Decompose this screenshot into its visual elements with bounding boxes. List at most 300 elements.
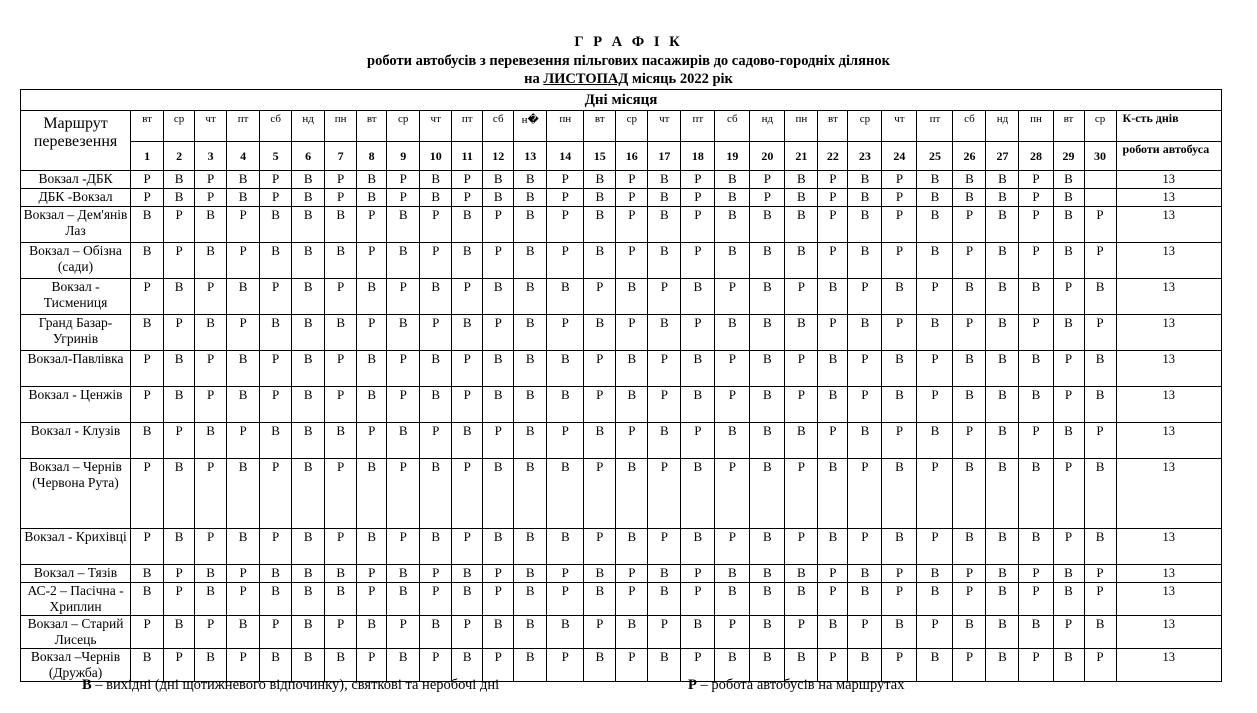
- day-status-cell: В: [848, 207, 882, 243]
- day-status-cell: В: [917, 189, 953, 207]
- day-status-cell: В: [483, 189, 514, 207]
- day-status-cell: Р: [325, 171, 357, 189]
- day-status-cell: В: [584, 565, 616, 583]
- day-status-cell: Р: [195, 351, 227, 387]
- day-status-cell: Р: [260, 189, 292, 207]
- day-status-cell: Р: [420, 423, 452, 459]
- day-status-cell: В: [882, 351, 917, 387]
- day-status-cell: В: [227, 459, 260, 529]
- day-status-cell: В: [750, 616, 785, 649]
- day-status-cell: Р: [1053, 279, 1084, 315]
- day-number-cell: 20: [750, 142, 785, 171]
- day-status-cell: Р: [131, 459, 164, 529]
- day-status-cell: Р: [953, 565, 986, 583]
- day-status-cell: В: [616, 459, 648, 529]
- day-status-cell: В: [227, 171, 260, 189]
- day-status-cell: Р: [1053, 351, 1084, 387]
- route-column-header: Маршрут перевезення: [21, 111, 131, 171]
- day-status-cell: [1084, 189, 1116, 207]
- day-status-cell: Р: [1084, 583, 1116, 616]
- day-status-cell: В: [547, 351, 584, 387]
- day-status-cell: Р: [1084, 649, 1116, 682]
- day-status-cell: В: [325, 243, 357, 279]
- day-status-cell: В: [917, 423, 953, 459]
- day-status-cell: В: [420, 387, 452, 423]
- day-status-cell: В: [292, 423, 325, 459]
- day-status-cell: Р: [357, 315, 387, 351]
- day-status-cell: В: [1084, 459, 1116, 529]
- day-status-cell: В: [785, 315, 818, 351]
- day-status-cell: В: [648, 243, 681, 279]
- day-status-cell: Р: [325, 189, 357, 207]
- day-status-cell: В: [514, 423, 547, 459]
- weekday-cell: вт: [131, 111, 164, 142]
- weekday-cell: чт: [420, 111, 452, 142]
- day-status-cell: В: [750, 315, 785, 351]
- day-status-cell: В: [986, 583, 1019, 616]
- day-status-cell: Р: [260, 351, 292, 387]
- day-status-cell: Р: [616, 649, 648, 682]
- day-status-cell: В: [750, 387, 785, 423]
- route-name: Вокзал - Ценжів: [21, 387, 131, 423]
- day-status-cell: Р: [681, 649, 715, 682]
- day-status-cell: В: [1019, 529, 1053, 565]
- day-status-cell: В: [1053, 565, 1084, 583]
- day-status-cell: Р: [195, 616, 227, 649]
- day-status-cell: Р: [616, 583, 648, 616]
- day-status-cell: В: [483, 387, 514, 423]
- document-subtitle: роботи автобусів з перевезення пільгових пасажирів до садово-городніх ділянок: [367, 53, 890, 69]
- day-status-cell: В: [164, 189, 195, 207]
- weekday-cell: пн: [1019, 111, 1053, 142]
- day-status-cell: В: [785, 649, 818, 682]
- day-status-cell: В: [260, 649, 292, 682]
- day-status-cell: В: [648, 583, 681, 616]
- day-status-cell: В: [715, 189, 750, 207]
- day-status-cell: В: [131, 315, 164, 351]
- day-status-cell: Р: [818, 243, 848, 279]
- route-name: Вокзал – Тязів: [21, 565, 131, 583]
- document-period: на ЛИСТОПАД місяць 2022 рік: [524, 71, 733, 87]
- day-status-cell: В: [483, 529, 514, 565]
- day-status-cell: В: [584, 189, 616, 207]
- day-status-cell: В: [195, 243, 227, 279]
- day-status-cell: В: [681, 387, 715, 423]
- day-status-cell: В: [292, 315, 325, 351]
- day-status-cell: Р: [882, 171, 917, 189]
- day-status-cell: Р: [848, 529, 882, 565]
- weekday-cell: пн: [547, 111, 584, 142]
- day-status-cell: Р: [917, 279, 953, 315]
- work-days-count: 13: [1116, 189, 1221, 207]
- day-status-cell: Р: [1019, 649, 1053, 682]
- work-days-count: 13: [1116, 351, 1221, 387]
- day-status-cell: В: [357, 351, 387, 387]
- day-status-cell: Р: [584, 387, 616, 423]
- day-status-cell: В: [325, 649, 357, 682]
- day-status-cell: Р: [917, 529, 953, 565]
- day-status-cell: Р: [616, 243, 648, 279]
- day-status-cell: В: [131, 423, 164, 459]
- day-status-cell: Р: [818, 423, 848, 459]
- weekday-cell: сб: [483, 111, 514, 142]
- day-status-cell: В: [547, 616, 584, 649]
- day-status-cell: В: [1053, 423, 1084, 459]
- day-status-cell: Р: [164, 649, 195, 682]
- day-status-cell: Р: [195, 459, 227, 529]
- day-status-cell: В: [616, 529, 648, 565]
- table-row: [21, 207, 1222, 243]
- day-status-cell: Р: [785, 459, 818, 529]
- day-status-cell: В: [483, 616, 514, 649]
- day-number-cell: 16: [616, 142, 648, 171]
- day-status-cell: В: [514, 171, 547, 189]
- day-status-cell: В: [818, 279, 848, 315]
- day-status-cell: Р: [616, 189, 648, 207]
- day-status-cell: В: [292, 207, 325, 243]
- day-status-cell: Р: [715, 279, 750, 315]
- day-number-cell: 1: [131, 142, 164, 171]
- work-days-count: 13: [1116, 565, 1221, 583]
- day-status-cell: В: [953, 351, 986, 387]
- day-status-cell: Р: [848, 279, 882, 315]
- day-status-cell: В: [547, 279, 584, 315]
- day-status-cell: Р: [131, 279, 164, 315]
- day-status-cell: В: [357, 387, 387, 423]
- day-status-cell: В: [715, 171, 750, 189]
- day-status-cell: Р: [681, 189, 715, 207]
- day-status-cell: Р: [818, 171, 848, 189]
- day-status-cell: Р: [882, 423, 917, 459]
- day-status-cell: Р: [953, 423, 986, 459]
- day-status-cell: В: [227, 279, 260, 315]
- day-status-cell: В: [131, 565, 164, 583]
- day-status-cell: В: [715, 583, 750, 616]
- day-status-cell: В: [227, 387, 260, 423]
- day-status-cell: Р: [420, 207, 452, 243]
- day-status-cell: Р: [848, 459, 882, 529]
- day-status-cell: В: [750, 351, 785, 387]
- table-row: [21, 565, 1222, 583]
- day-status-cell: Р: [164, 315, 195, 351]
- day-status-cell: Р: [785, 279, 818, 315]
- day-status-cell: В: [452, 565, 483, 583]
- day-status-cell: Р: [420, 565, 452, 583]
- day-status-cell: Р: [164, 423, 195, 459]
- day-status-cell: В: [584, 649, 616, 682]
- day-status-cell: Р: [547, 207, 584, 243]
- route-name: Вокзал -ДБК: [21, 171, 131, 189]
- day-status-cell: Р: [547, 423, 584, 459]
- day-status-cell: В: [227, 529, 260, 565]
- day-number-cell: 19: [715, 142, 750, 171]
- day-status-cell: В: [514, 279, 547, 315]
- day-status-cell: В: [750, 279, 785, 315]
- day-status-cell: В: [1019, 459, 1053, 529]
- day-status-cell: В: [514, 207, 547, 243]
- day-status-cell: Р: [818, 583, 848, 616]
- day-status-cell: В: [325, 207, 357, 243]
- day-status-cell: В: [260, 207, 292, 243]
- day-status-cell: В: [164, 351, 195, 387]
- day-status-cell: В: [260, 243, 292, 279]
- day-status-cell: Р: [818, 565, 848, 583]
- route-name: Вокзал - Тисмениця: [21, 279, 131, 315]
- day-status-cell: Р: [452, 529, 483, 565]
- day-status-cell: В: [514, 583, 547, 616]
- day-number-cell: 4: [227, 142, 260, 171]
- day-status-cell: В: [195, 583, 227, 616]
- table-row: [21, 423, 1222, 459]
- day-status-cell: В: [750, 565, 785, 583]
- table-row: [21, 583, 1222, 616]
- day-status-cell: Р: [325, 387, 357, 423]
- day-status-cell: Р: [195, 529, 227, 565]
- day-status-cell: Р: [131, 351, 164, 387]
- day-status-cell: В: [917, 565, 953, 583]
- day-status-cell: Р: [681, 583, 715, 616]
- day-status-cell: Р: [483, 565, 514, 583]
- day-number-cell: 11: [452, 142, 483, 171]
- day-status-cell: В: [848, 243, 882, 279]
- day-status-cell: В: [1019, 387, 1053, 423]
- day-status-cell: В: [1053, 243, 1084, 279]
- day-status-cell: В: [483, 279, 514, 315]
- day-status-cell: В: [420, 529, 452, 565]
- route-name: Вокзал - Клузів: [21, 423, 131, 459]
- table-row: [21, 279, 1222, 315]
- day-status-cell: Р: [1053, 387, 1084, 423]
- day-status-cell: В: [131, 207, 164, 243]
- count-column-header: К-сть днів: [1116, 111, 1221, 142]
- day-status-cell: В: [195, 423, 227, 459]
- day-status-cell: В: [818, 459, 848, 529]
- day-status-cell: В: [514, 565, 547, 583]
- day-status-cell: В: [986, 529, 1019, 565]
- weekday-cell: сб: [953, 111, 986, 142]
- day-number-cell: 8: [357, 142, 387, 171]
- day-status-cell: В: [452, 315, 483, 351]
- day-status-cell: В: [325, 583, 357, 616]
- day-status-cell: В: [452, 207, 483, 243]
- day-status-cell: Р: [1053, 616, 1084, 649]
- day-status-cell: В: [1084, 387, 1116, 423]
- day-status-cell: Р: [882, 565, 917, 583]
- day-status-cell: Р: [818, 649, 848, 682]
- day-status-cell: В: [750, 459, 785, 529]
- day-number-cell: 12: [483, 142, 514, 171]
- day-status-cell: В: [715, 207, 750, 243]
- day-status-cell: В: [648, 565, 681, 583]
- day-number-cell: 2: [164, 142, 195, 171]
- day-status-cell: Р: [1084, 565, 1116, 583]
- day-status-cell: [1084, 171, 1116, 189]
- day-status-cell: Р: [547, 649, 584, 682]
- work-days-count: 13: [1116, 171, 1221, 189]
- weekday-cell: вт: [818, 111, 848, 142]
- day-status-cell: Р: [325, 279, 357, 315]
- day-status-cell: В: [452, 423, 483, 459]
- weekday-cell: вт: [357, 111, 387, 142]
- day-status-cell: Р: [387, 351, 420, 387]
- day-status-cell: Р: [357, 649, 387, 682]
- day-status-cell: В: [917, 649, 953, 682]
- day-status-cell: Р: [648, 387, 681, 423]
- day-number-cell: 10: [420, 142, 452, 171]
- day-status-cell: Р: [882, 207, 917, 243]
- route-name: Вокзал – Чернів (Червона Рута): [21, 459, 131, 529]
- day-status-cell: Р: [715, 616, 750, 649]
- day-status-cell: В: [292, 189, 325, 207]
- day-number-cell: 26: [953, 142, 986, 171]
- day-number-cell: 23: [848, 142, 882, 171]
- day-status-cell: В: [420, 279, 452, 315]
- day-status-cell: В: [227, 189, 260, 207]
- day-number-cell: 17: [648, 142, 681, 171]
- day-status-cell: В: [387, 243, 420, 279]
- weekday-cell: нд: [292, 111, 325, 142]
- day-status-cell: В: [818, 387, 848, 423]
- day-status-cell: В: [986, 243, 1019, 279]
- route-name: Вокзал – Обізна (сади): [21, 243, 131, 279]
- day-status-cell: В: [750, 529, 785, 565]
- day-status-cell: Р: [953, 207, 986, 243]
- day-status-cell: Р: [715, 387, 750, 423]
- day-status-cell: В: [715, 423, 750, 459]
- day-status-cell: В: [750, 583, 785, 616]
- day-status-cell: В: [452, 649, 483, 682]
- day-status-cell: Р: [164, 583, 195, 616]
- day-status-cell: В: [648, 423, 681, 459]
- day-status-cell: Р: [387, 616, 420, 649]
- day-status-cell: В: [514, 243, 547, 279]
- weekday-cell: ср: [164, 111, 195, 142]
- day-status-cell: В: [750, 243, 785, 279]
- day-status-cell: Р: [648, 279, 681, 315]
- day-status-cell: В: [1084, 616, 1116, 649]
- weekday-cell: сб: [715, 111, 750, 142]
- day-status-cell: Р: [648, 616, 681, 649]
- day-status-cell: Р: [785, 616, 818, 649]
- weekday-cell: пн: [325, 111, 357, 142]
- work-days-count: 13: [1116, 423, 1221, 459]
- schedule-table: [20, 89, 1222, 682]
- day-status-cell: В: [164, 459, 195, 529]
- day-number-cell: 14: [547, 142, 584, 171]
- day-status-cell: Р: [1019, 565, 1053, 583]
- day-status-cell: Р: [1019, 189, 1053, 207]
- day-status-cell: Р: [547, 583, 584, 616]
- table-row: [21, 529, 1222, 565]
- day-status-cell: В: [785, 423, 818, 459]
- day-status-cell: В: [420, 351, 452, 387]
- day-number-cell: 28: [1019, 142, 1053, 171]
- day-status-cell: Р: [325, 529, 357, 565]
- day-status-cell: Р: [387, 387, 420, 423]
- day-status-cell: Р: [917, 387, 953, 423]
- day-status-cell: В: [514, 351, 547, 387]
- day-status-cell: В: [986, 171, 1019, 189]
- day-status-cell: В: [292, 565, 325, 583]
- day-status-cell: В: [818, 351, 848, 387]
- day-status-cell: Р: [452, 171, 483, 189]
- day-status-cell: Р: [1019, 315, 1053, 351]
- day-status-cell: В: [785, 171, 818, 189]
- day-status-cell: Р: [547, 171, 584, 189]
- day-status-cell: В: [387, 565, 420, 583]
- day-status-cell: Р: [953, 315, 986, 351]
- day-status-cell: В: [584, 315, 616, 351]
- day-status-cell: В: [917, 315, 953, 351]
- day-status-cell: В: [953, 279, 986, 315]
- day-status-cell: В: [848, 565, 882, 583]
- work-days-count: 13: [1116, 387, 1221, 423]
- day-status-cell: Р: [227, 423, 260, 459]
- day-status-cell: Р: [420, 243, 452, 279]
- day-status-cell: Р: [357, 583, 387, 616]
- day-status-cell: Р: [681, 315, 715, 351]
- day-status-cell: Р: [131, 529, 164, 565]
- day-status-cell: Р: [260, 616, 292, 649]
- day-status-cell: Р: [785, 351, 818, 387]
- day-number-cell: 15: [584, 142, 616, 171]
- day-status-cell: В: [848, 171, 882, 189]
- day-status-cell: Р: [420, 583, 452, 616]
- day-status-cell: В: [616, 279, 648, 315]
- day-status-cell: Р: [917, 351, 953, 387]
- day-status-cell: Р: [715, 459, 750, 529]
- work-days-count: 13: [1116, 207, 1221, 243]
- day-status-cell: В: [917, 583, 953, 616]
- day-status-cell: Р: [1019, 207, 1053, 243]
- day-status-cell: В: [131, 649, 164, 682]
- work-days-count: 13: [1116, 459, 1221, 529]
- weekday-cell: пт: [681, 111, 715, 142]
- day-status-cell: В: [715, 649, 750, 682]
- day-status-cell: В: [648, 189, 681, 207]
- day-status-cell: В: [1084, 529, 1116, 565]
- table-row: [21, 387, 1222, 423]
- day-status-cell: В: [953, 387, 986, 423]
- day-status-cell: В: [387, 583, 420, 616]
- day-status-cell: Р: [1084, 207, 1116, 243]
- day-status-cell: В: [164, 279, 195, 315]
- day-status-cell: Р: [227, 243, 260, 279]
- day-status-cell: В: [1053, 189, 1084, 207]
- day-status-cell: Р: [195, 387, 227, 423]
- day-number-cell: 22: [818, 142, 848, 171]
- day-status-cell: Р: [452, 387, 483, 423]
- day-status-cell: Р: [357, 243, 387, 279]
- day-status-cell: Р: [325, 616, 357, 649]
- weekday-cell: чт: [648, 111, 681, 142]
- day-status-cell: В: [260, 315, 292, 351]
- day-status-cell: Р: [325, 351, 357, 387]
- day-status-cell: Р: [648, 459, 681, 529]
- day-status-cell: В: [986, 616, 1019, 649]
- day-status-cell: В: [986, 459, 1019, 529]
- day-status-cell: Р: [848, 351, 882, 387]
- work-days-count: 13: [1116, 616, 1221, 649]
- days-of-month-header: Дні місяця: [21, 90, 1222, 111]
- day-status-cell: В: [292, 351, 325, 387]
- day-status-cell: Р: [260, 171, 292, 189]
- day-number-cell: 25: [917, 142, 953, 171]
- day-status-cell: Р: [882, 315, 917, 351]
- day-status-cell: Р: [616, 207, 648, 243]
- day-status-cell: Р: [648, 351, 681, 387]
- day-status-cell: Р: [1084, 243, 1116, 279]
